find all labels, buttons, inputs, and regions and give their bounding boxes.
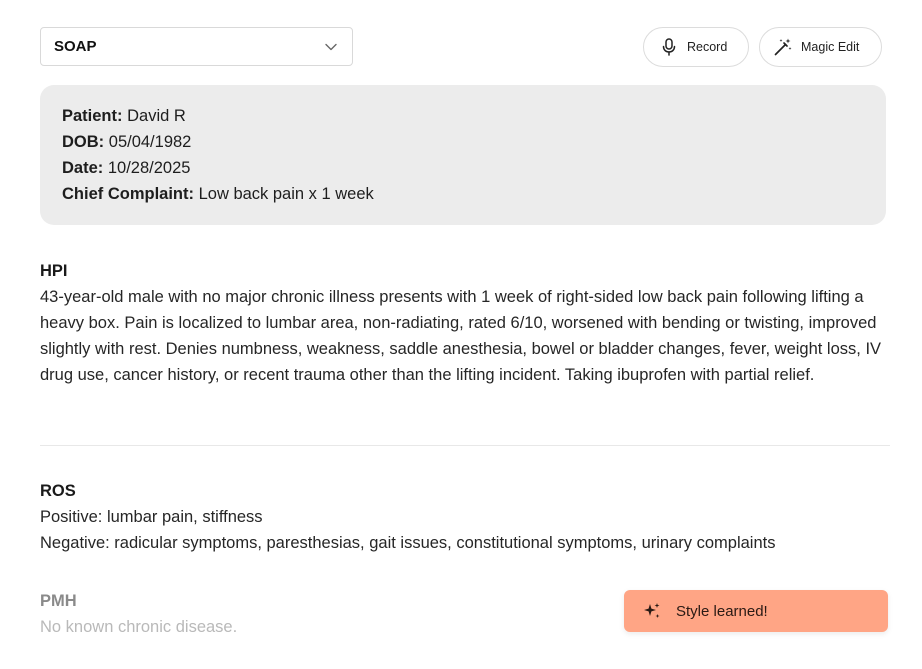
hpi-body[interactable]: 43-year-old male with no major chronic illness presents with 1 week of right-sided low back pain following lifting a heavy box. Pain is localized to lumbar area, non-radiating, rated 6/10, worsened with bending or twisting, improved slightly with rest. Denies numbness, weakness, saddle anesthesia, bowel or bladder changes, fever, weight loss, IV drug use, cancer history, or recent trauma other than the lifting incident. Taking ibuprofen with partial relief. [40,288,882,384]
style-learned-toast [624,590,888,632]
patient-name-value: David R [127,107,186,125]
patient-dob-row [62,129,864,155]
patient-name-row [62,103,864,129]
toast-message: Style learned! [676,602,768,620]
template-select-value: SOAP [54,38,97,55]
section-divider [40,445,890,446]
microphone-icon [659,37,679,57]
hpi-title: HPI [40,262,68,280]
pmh-title: PMH [40,592,77,610]
template-select[interactable] [40,27,353,66]
magic-edit-button[interactable] [759,27,882,67]
chief-complaint-row [62,181,864,207]
hpi-section[interactable] [40,258,890,388]
ros-title: ROS [40,482,76,500]
patient-dob-value: 05/04/1982 [108,133,192,151]
visit-date-row [62,155,864,181]
chief-complaint-label: Chief Complaint: [62,185,194,203]
magic-wand-icon [773,37,793,57]
visit-date-label: Date: [62,159,104,177]
magic-edit-button-label: Magic Edit [801,40,860,54]
patient-dob-label: DOB: [62,133,105,151]
ros-negative[interactable]: Negative: radicular symptoms, paresthesias, gait issues, constitutional symptoms, urinary complaints [40,534,776,552]
visit-date-value: 10/28/2025 [107,159,191,177]
sparkles-icon [642,601,662,621]
chevron-down-icon [324,40,338,54]
ros-section[interactable] [40,478,890,556]
patient-header-card [40,85,886,225]
record-button-label: Record [687,40,728,54]
patient-name-label: Patient: [62,107,123,125]
chief-complaint-value: Low back pain x 1 week [198,185,374,203]
record-button[interactable] [643,27,749,67]
ros-positive[interactable]: Positive: lumbar pain, stiffness [40,508,263,526]
pmh-body[interactable]: No known chronic disease. [40,618,238,636]
